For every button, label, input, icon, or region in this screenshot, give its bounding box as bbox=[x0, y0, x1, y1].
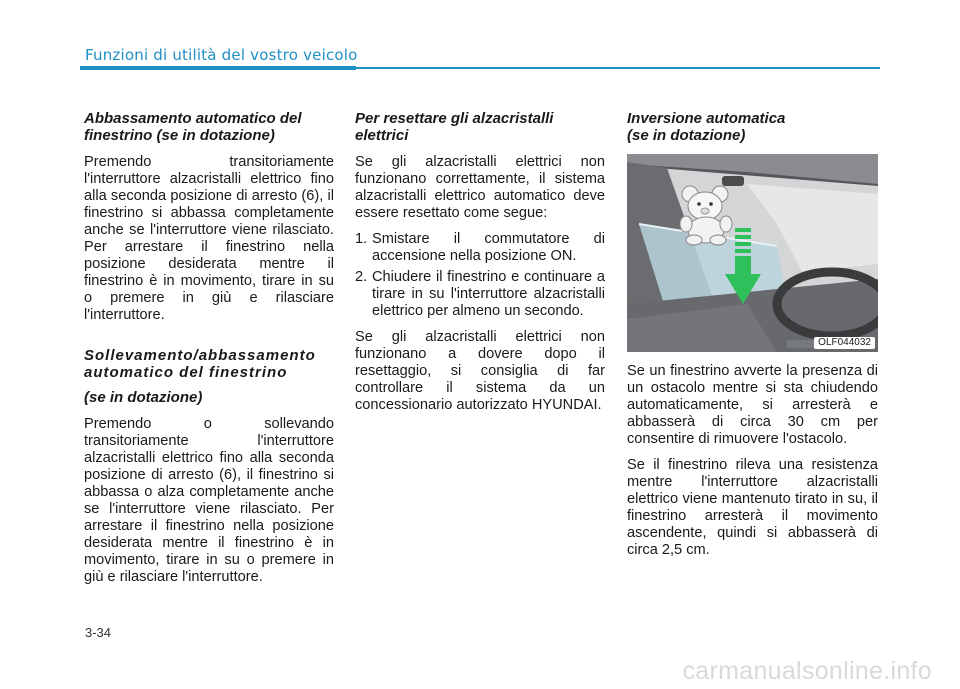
list-item bbox=[355, 269, 605, 320]
paragraph-reset-intro: Se gli alzacristalli elettrici non funzionano correttamente, il sistema alzacristalli elettrico automatico deve essere resettato come segue: bbox=[355, 154, 605, 221]
header-accent-bar bbox=[80, 66, 356, 70]
watermark: carmanualsonline.info bbox=[682, 657, 932, 685]
header-rule bbox=[356, 67, 880, 69]
step-text: Chiudere il finestrino e continuare a tirare in su l'interruttore alzacristalli elettrico per almeno un secondo. bbox=[372, 269, 605, 319]
list-item bbox=[355, 231, 605, 265]
column-2 bbox=[355, 110, 605, 423]
heading-auto-reverse bbox=[627, 110, 878, 144]
column-3 bbox=[627, 110, 878, 568]
step-number: 1. bbox=[355, 231, 368, 247]
step-number: 2. bbox=[355, 269, 368, 285]
heading-auto-up-down-note: (se in dotazione) bbox=[84, 389, 203, 406]
heading-auto-down: Abbassamento automatico del finestrino (se in dotazione) bbox=[84, 110, 302, 144]
paragraph-auto-down: Premendo transitoriamente l'interruttore alzacristalli elettrico fino alla seconda posizione di arresto (6), il finestrino si abbassa completamente anche se l'interruttore viene rilasciato. Per arrestare il finestrino nella posizione desiderata mentre il finestrino è in movimento, tirare in su o premere in giù e rilasciare l'interruttore. bbox=[84, 154, 334, 323]
page-number: 3-34 bbox=[85, 625, 112, 640]
reset-steps-list bbox=[355, 231, 605, 320]
heading-auto-reverse-line2: (se in dotazione) bbox=[627, 127, 746, 144]
paragraph-auto-reverse-1: Se un finestrino avverte la presenza di un ostacolo mentre si sta chiudendo automaticamente, si arresterà e abbasserà di circa 30 cm per consentire di rimuovere l'ostacolo. bbox=[627, 363, 878, 447]
heading-reset: Per resettare gli alzacristalli elettrici bbox=[355, 110, 554, 144]
figure-code: OLF044032 bbox=[814, 337, 875, 349]
arrow-down-icon bbox=[725, 228, 761, 306]
step-text: Smistare il commutatore di accensione nella posizione ON. bbox=[372, 231, 605, 264]
auto-reverse-illustration bbox=[627, 154, 878, 352]
paragraph-auto-reverse-2: Se il finestrino rileva una resistenza mentre l'interruttore alzacristalli elettrico viene mantenuto tirato in su, il finestrino arresterà il movimento ascendente, quindi si abbasserà di circa 2,5 cm. bbox=[627, 457, 878, 558]
column-1 bbox=[84, 110, 334, 595]
section-title: Funzioni di utilità del vostro veicolo bbox=[85, 46, 358, 64]
paragraph-reset-outro: Se gli alzacristalli elettrici non funzionano a dovere dopo il resettaggio, si consiglia di far controllare il sistema da un concessionario autorizzato HYUNDAI. bbox=[355, 329, 605, 413]
spacer bbox=[84, 333, 334, 347]
heading-auto-reverse-line1: Inversione automatica bbox=[627, 110, 786, 127]
paragraph-auto-up-down: Premendo o sollevando transitoriamente l'interruttore alzacristalli elettrico fino alla seconda posizione di arresto (6), il finestrino si abbassa o alza completamente anche se l'interruttore viene rilasciato. Per arrestare il finestrino nella posizione desiderata mentre il finestrino è in movimento, tirare in su o premere in giù e rilasciare l'interruttore. bbox=[84, 416, 334, 585]
heading-auto-up-down: Sollevamento/abbassamento automatico del finestrino bbox=[84, 347, 316, 381]
